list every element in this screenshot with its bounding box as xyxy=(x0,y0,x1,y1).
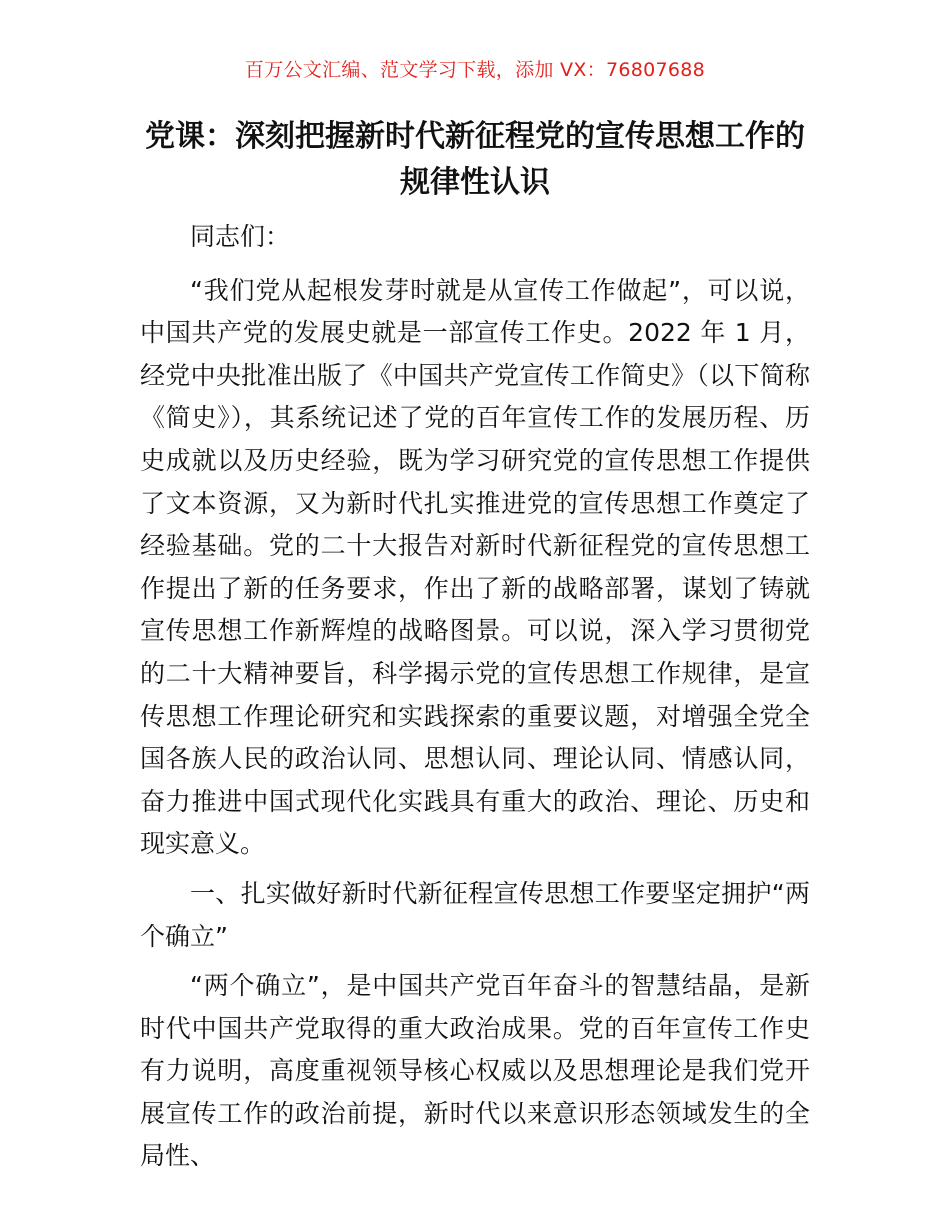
promo-banner: 百万公文汇编、范文学习下载，添加 VX：76807688 xyxy=(244,59,706,81)
document-body xyxy=(140,216,810,1185)
intro-paragraph: “我们党从起根发芽时就是从宣传工作做起”，可以说，中国共产党的发展史就是一部宣传工作史。2022 年 1 月，经党中央批准出版了《中国共产党宣传工作简史》（以下简称《简史》），其系统记述了党的百年宣传工作的发展历程、历史成就以及历史经验，既为学习研究党的宣传思想工作提供了文本资源，又为新时代扎实推进党的宣传思想工作奠定了经验基础。党的二十大报告对新时代新征程党的宣传思想工作提出了新的任务要求，作出了新的战略部署，谋划了铸就宣传思想工作新辉煌的战略图景。可以说，深入学习贯彻党的二十大精神要旨，科学揭示党的宣传思想工作规律，是宣传思想工作理论研究和实践探索的重要议题，对增强全党全国各族人民的政治认同、思想认同、理论认同、情感认同，奋力推进中国式现代化实践具有重大的政治、理论、历史和现实意义。 xyxy=(140,275,810,859)
greeting-paragraph: 同志们： xyxy=(190,222,291,251)
section-heading: 一、扎实做好新时代新征程宣传思想工作要坚定拥护“两个确立” xyxy=(140,878,810,951)
document-title: 党课：深刻把握新时代新征程党的宣传思想工作的规律性认识 xyxy=(145,119,805,200)
section-paragraph: “两个确立”，是中国共产党百年奋斗的智慧结晶，是新时代中国共产党取得的重大政治成果。党的百年宣传工作史有力说明，高度重视领导核心权威以及思想理论是我们党开展宣传工作的政治前提，新时代以来意识形态领域发生的全局性、 xyxy=(140,971,810,1171)
